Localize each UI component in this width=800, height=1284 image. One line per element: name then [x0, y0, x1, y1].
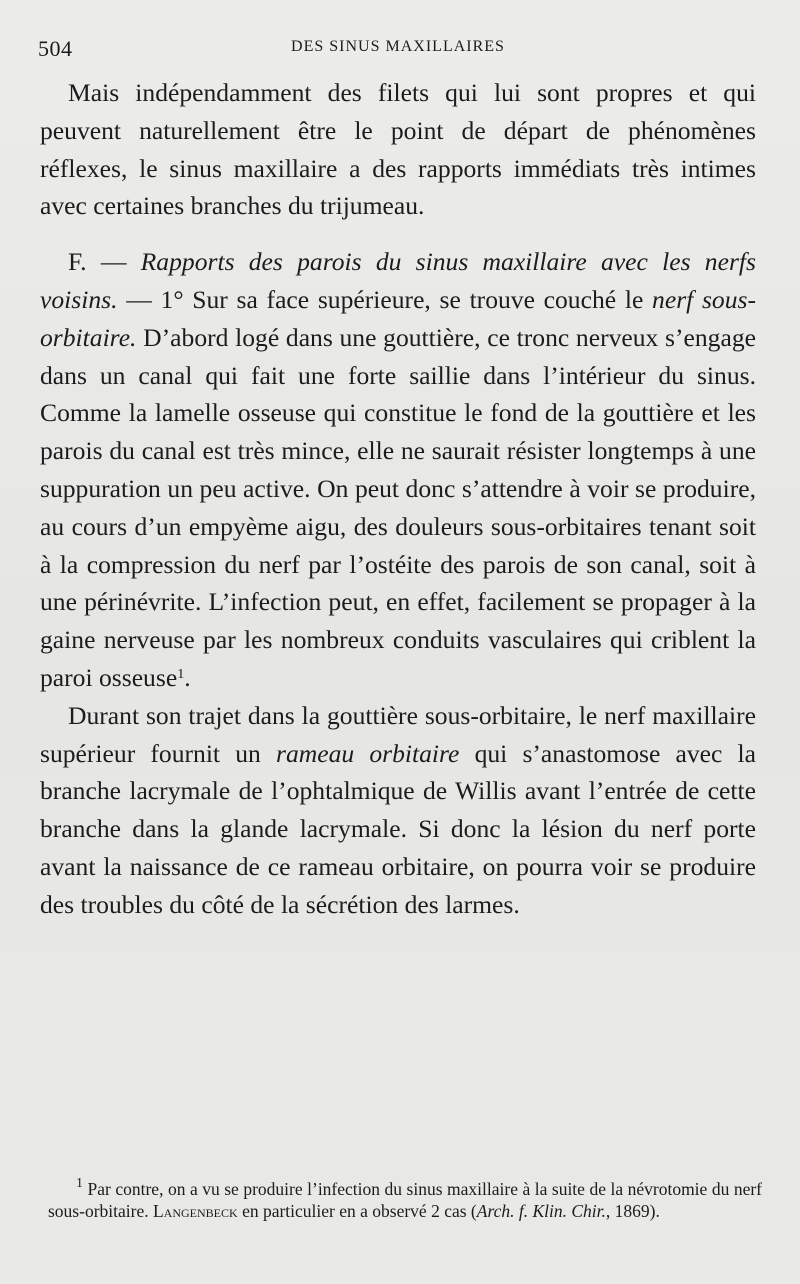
paragraph-3-start: Durant son trajet dans la gouttière sous-orbitaire, le nerf maxillaire supérieur fournit un [40, 700, 756, 768]
section-heading: Rapports des parois du sinus maxillaire avec les nerfs voisins. [40, 247, 756, 314]
paragraph-3 [40, 697, 756, 924]
section-label: F. — [68, 247, 127, 277]
footnote-text-middle: en particulier en a observé 2 cas ( [242, 1201, 477, 1221]
footnote-1 [48, 1178, 762, 1222]
paragraph-2 [40, 243, 756, 697]
orbital-branch-term: rameau orbitaire [275, 738, 460, 768]
paragraph-2-intro: — 1° Sur sa face supérieure, se trouve couché le [126, 284, 644, 314]
paragraph-1: Mais indépendamment des filets qui lui sont propres et qui peuvent naturellement être le point de départ de phénomènes réflexes, le sinus maxillaire a des rapports immédiats très intimes avec certaines branches du trijumeau. [40, 78, 756, 221]
footnote-text-end: , 1869). [605, 1201, 660, 1221]
nerve-name: nerf sous-orbitaire. [40, 284, 757, 352]
paragraph-2-end: . [184, 662, 191, 692]
footnote-source: Arch. f. Klin. Chir. [476, 1201, 606, 1221]
footnote-text-start: Par contre, on a vu se produire l’infection du sinus maxillaire à la suite de la névrotomie du nerf sous-orbitaire. [48, 1179, 762, 1221]
footnote-reference: 1 [177, 666, 185, 682]
body-text [40, 74, 756, 924]
page-header [38, 36, 758, 62]
page-number: 504 [38, 36, 73, 61]
footnote-marker: 1 [76, 1176, 83, 1191]
paragraph-3-end: qui s’anastomose avec la branche lacrymale de l’ophtalmique de Willis avant l’entrée de cette branche dans la glande lacrymale. Si donc la lésion du nerf porte avant la naissance de ce rameau orbitaire, on pourra voir se produire des troubles du côté de la sécrétion des larmes. [40, 738, 757, 919]
running-title: DES SINUS MAXILLAIRES [291, 38, 505, 55]
footnotes [48, 1178, 762, 1222]
footnote-author: Langenbeck [152, 1201, 238, 1221]
paragraph-2-body: D’abord logé dans une gouttière, ce tronc nerveux s’engage dans un canal qui fait une forte saillie dans l’intérieur du sinus. Comme la lamelle osseuse qui constitue le fond de la gouttière et les parois du canal est très mince, elle ne saurait résister longtemps à une suppuration un peu active. On peut donc s’attendre à voir se produire, au cours d’un empyème aigu, des douleurs sous-orbitaires tenant soit à la compression du nerf par l’ostéite des parois de son canal, soit à une périnévrite. L’infection peut, en effet, facilement se propager à la gaine nerveuse par les nombreux conduits vasculaires qui criblent la paroi osseuse [40, 322, 756, 692]
